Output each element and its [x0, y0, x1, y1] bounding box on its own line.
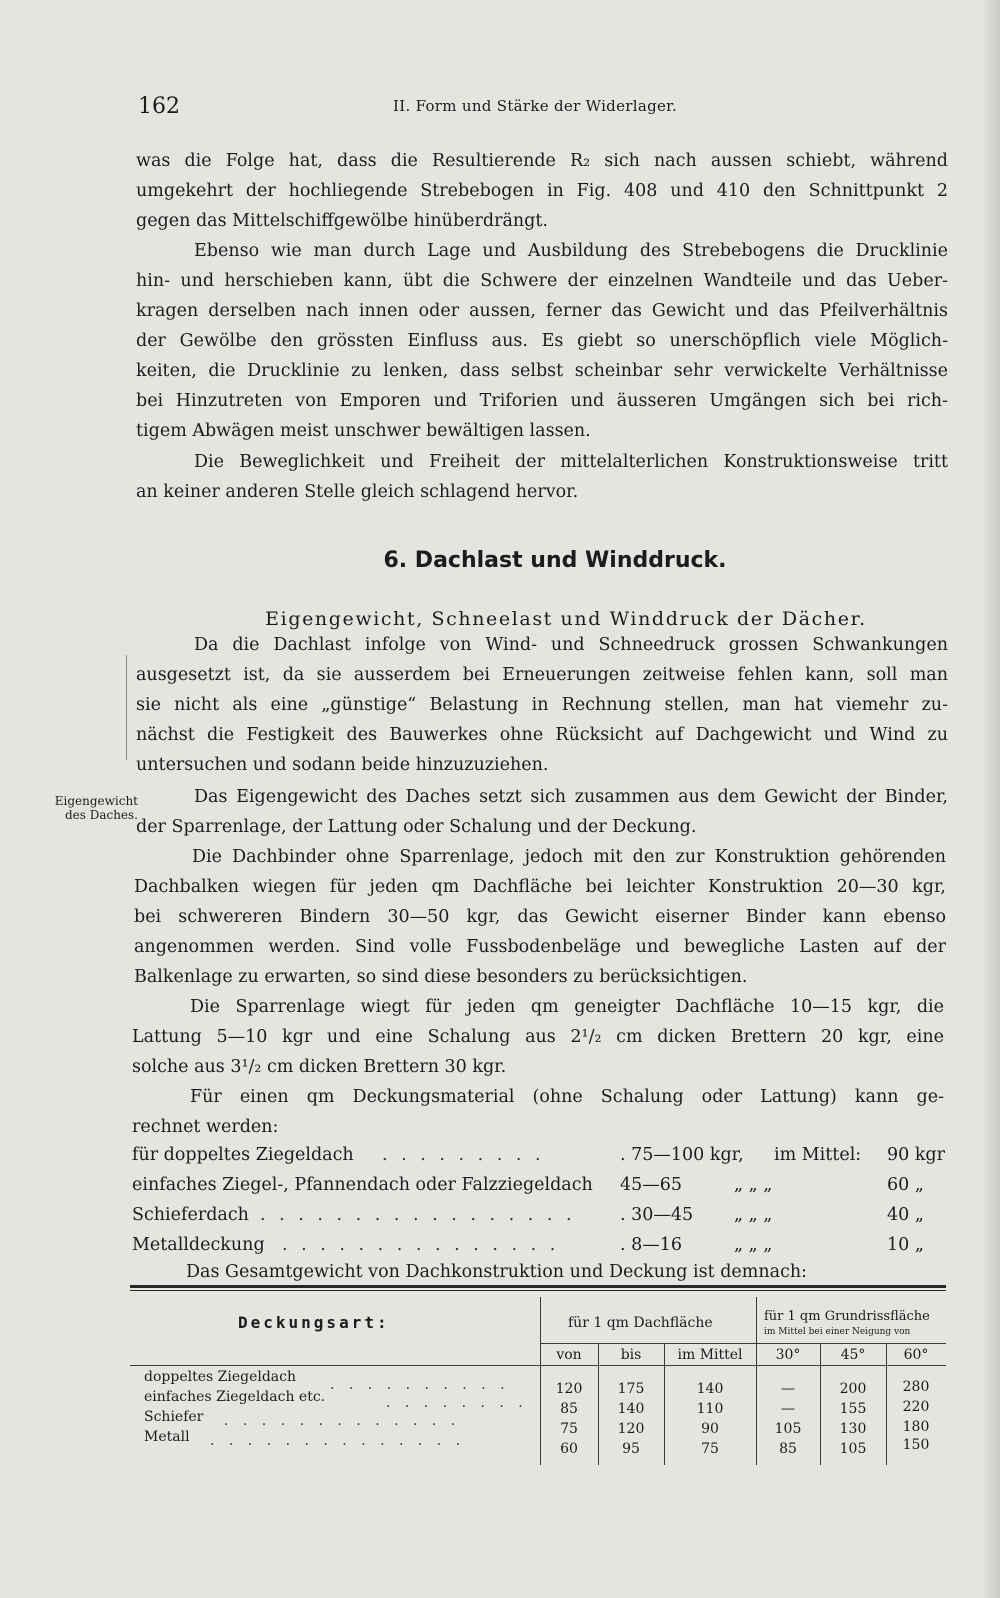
header-subrule	[540, 1343, 946, 1344]
paragraph-5	[136, 782, 948, 842]
text-line: sie nicht als eine „günstige“ Belastung in Rechnung stellen, man hat viemehr zu-	[136, 695, 948, 715]
cell: 105	[774, 1421, 802, 1437]
list-item-label: Schieferdach	[132, 1205, 249, 1225]
cell: 175	[617, 1381, 645, 1397]
text-line: bei schwereren Bindern 30—50 kgr, das Gewicht eiserner Binder kann ebenso	[134, 907, 946, 927]
margin-rule	[126, 655, 127, 760]
cell: 140	[617, 1401, 645, 1417]
cell: 85	[560, 1401, 578, 1417]
text-line: der Gewölbe den grössten Einfluss aus. Es giebt so unerschöpflich viele Möglich-	[136, 331, 948, 351]
cell: 60	[560, 1441, 578, 1457]
cell: 200	[839, 1381, 867, 1397]
paragraph-3	[136, 447, 948, 507]
leader-dots: . . . . . . . . . . . . . .	[210, 1433, 466, 1449]
text-line: was die Folge hat, dass die Resultierende R₂ sich nach aussen schiebt, während	[136, 151, 948, 171]
list-item	[132, 1140, 944, 1170]
cell: 95	[622, 1441, 640, 1457]
column-header-dachflaeche: für 1 qm Dachfläche	[568, 1315, 713, 1331]
row-label: einfaches Ziegeldach etc.	[144, 1389, 326, 1405]
text-line: Die Dachbinder ohne Sparrenlage, jedoch mit den zur Konstruktion gehörenden	[192, 847, 946, 867]
text-line: nächst die Festigkeit des Bauwerkes ohne Rücksicht auf Dachgewicht und Wind zu	[136, 725, 948, 745]
list-item-range: . 75—100 kgr,	[620, 1145, 744, 1165]
leader-dots: . . . . . . . .	[386, 1395, 528, 1411]
text-line: umgekehrt der hochliegende Strebebogen in Fig. 408 und 410 den Schnittpunkt 2	[136, 181, 948, 201]
list-item-mean: 60 „	[887, 1175, 924, 1195]
ditto-marks: „ „ „	[734, 1235, 773, 1255]
list-item-label: Metalldeckung	[132, 1235, 265, 1255]
text-line: bei Hinzutreten von Emporen und Triforien und äusseren Umgängen sich bei rich-	[136, 391, 948, 411]
list-item-range: . 8—16	[620, 1235, 683, 1255]
margin-note: Eigengewicht des Daches.	[54, 794, 138, 822]
column-header-grundrissflaeche: für 1 qm Grundrissfläche	[764, 1309, 930, 1324]
text-line: hin- und herschieben kann, übt die Schwere der einzelnen Wandteile und das Ueber-	[136, 271, 948, 291]
text-line: Für einen qm Deckungsmaterial (ohne Schalung oder Lattung) kann ge-	[190, 1087, 944, 1107]
text-line: Ebenso wie man durch Lage und Ausbildung des Strebebogens die Drucklinie	[194, 241, 948, 261]
ditto-marks: „ „ „	[734, 1205, 773, 1225]
cell: 180	[902, 1419, 930, 1435]
leader-dots: . . . . . . . . . . . . . . . . .	[260, 1205, 576, 1225]
section-title: 6. Dachlast und Winddruck.	[383, 548, 727, 573]
cell: 130	[839, 1421, 867, 1437]
column-header-neigung: im Mittel bei einer Neigung von	[764, 1327, 911, 1337]
subheader-30: 30°	[775, 1347, 801, 1363]
page-number: 162	[138, 94, 180, 119]
table-top-rule-thin	[130, 1290, 946, 1291]
subheader-von: von	[556, 1347, 582, 1363]
text-line: ausgesetzt ist, da sie ausserdem bei Erneuerungen zeitweise fehlen kann, soll man	[136, 665, 948, 685]
row-label: doppeltes Ziegeldach	[144, 1369, 297, 1385]
list-item-label: einfaches Ziegel-, Pfannendach oder Falzziegeldach	[132, 1175, 593, 1195]
paragraph-4	[136, 630, 948, 780]
text-line: Balkenlage zu erwarten, so sind diese besonders zu berücksichtigen.	[134, 967, 748, 987]
text-line: an keiner anderen Stelle gleich schlagend hervor.	[136, 482, 579, 502]
list-item	[132, 1200, 944, 1230]
text-line: der Sparrenlage, der Lattung oder Schalung und der Deckung.	[136, 817, 697, 837]
text-line: Die Sparrenlage wiegt für jeden qm geneigter Dachfläche 10—15 kgr, die	[190, 997, 944, 1017]
text-line: Lattung 5—10 kgr und eine Schalung aus 2¹/₂ cm dicken Brettern 20 kgr, eine	[132, 1027, 944, 1047]
row-label: Metall	[144, 1429, 190, 1445]
subheader-bis: bis	[620, 1347, 642, 1363]
text-line: gegen das Mittelschiffgewölbe hinüberdrängt.	[136, 211, 548, 231]
list-item-label: für doppeltes Ziegeldach	[132, 1145, 354, 1165]
table-top-rule	[130, 1285, 946, 1288]
running-head: II. Form und Stärke der Widerlager.	[393, 97, 678, 115]
subheader-45: 45°	[840, 1347, 866, 1363]
text-line: kragen derselben nach innen oder aussen, ferner das Gewicht und das Pfeilverhältnis	[136, 301, 948, 321]
closing-line: Das Gesamtgewicht von Dachkonstruktion und Deckung ist demnach:	[186, 1262, 808, 1282]
cell: 75	[560, 1421, 578, 1437]
cell: 90	[701, 1421, 719, 1437]
leader-dots: . . . . . . . . . .	[330, 1377, 510, 1393]
paragraph-7	[132, 992, 944, 1082]
list-item-mean-label: im Mittel:	[774, 1145, 862, 1165]
page-header	[138, 94, 968, 124]
list-item-range: 45—65	[620, 1175, 683, 1195]
text-line: keiten, die Drucklinie zu lenken, dass selbst scheinbar sehr verwickelte Verhältnisse	[136, 361, 948, 381]
list-item-mean: 90 kgr	[887, 1145, 946, 1165]
list-item-mean: 10 „	[887, 1235, 924, 1255]
cell: 120	[617, 1421, 645, 1437]
leader-dots: . . . . . . . . . . . . .	[224, 1413, 461, 1429]
text-line: Das Eigengewicht des Daches setzt sich zusammen aus dem Gewicht der Binder,	[194, 787, 948, 807]
text-line: solche aus 3¹/₂ cm dicken Brettern 30 kgr.	[132, 1057, 507, 1077]
list-item	[132, 1170, 944, 1200]
cell: 140	[696, 1381, 724, 1397]
subheader-60: 60°	[903, 1347, 929, 1363]
text-line: Die Beweglichkeit und Freiheit der mittelalterlichen Konstruktionsweise tritt	[194, 452, 948, 472]
paragraph-2	[136, 236, 948, 446]
cell: —	[781, 1381, 795, 1397]
cell: 280	[902, 1379, 930, 1395]
row-label: Schiefer	[144, 1409, 204, 1425]
cell: 155	[839, 1401, 867, 1417]
cell: 75	[701, 1441, 719, 1457]
paragraph-8	[132, 1082, 944, 1142]
text-line: tigem Abwägen meist unschwer bewältigen lassen.	[136, 421, 591, 441]
leader-dots: . . . . . . . . . . . . . . .	[282, 1235, 560, 1255]
cell: —	[781, 1401, 795, 1417]
list-item	[132, 1230, 944, 1260]
text-line: Dachbalken wiegen für jeden qm Dachfläche bei leichter Konstruktion 20—30 kgr,	[134, 877, 946, 897]
cell: 150	[902, 1437, 930, 1453]
leader-dots: . . . . . . . . .	[382, 1145, 545, 1165]
cell: 110	[696, 1401, 724, 1417]
page-edge-shadow	[982, 0, 1000, 1598]
roof-weight-list	[132, 1140, 944, 1260]
text-line: untersuchen und sodann beide hinzuzuziehen.	[136, 755, 549, 775]
cell: 105	[839, 1441, 867, 1457]
section-subtitle: Eigengewicht, Schneelast und Winddruck der Dächer.	[265, 608, 867, 630]
text-line: rechnet werden:	[132, 1117, 279, 1137]
weight-table	[130, 1285, 946, 1471]
text-line: angenommen werden. Sind volle Fussbodenbeläge und bewegliche Lasten auf der	[134, 937, 946, 957]
cell: 85	[779, 1441, 797, 1457]
cell: 220	[902, 1399, 930, 1415]
header-bottom-rule	[130, 1365, 946, 1366]
column-header-deckungsart: Deckungsart:	[238, 1313, 390, 1332]
cell: 120	[555, 1381, 583, 1397]
list-item-mean: 40 „	[887, 1205, 924, 1225]
ditto-marks: „ „ „	[734, 1175, 773, 1195]
text-line: Da die Dachlast infolge von Wind- und Schneedruck grossen Schwankungen	[194, 635, 948, 655]
list-item-range: . 30—45	[620, 1205, 694, 1225]
paragraph-6	[134, 842, 946, 992]
paragraph-1	[136, 146, 948, 236]
subheader-mittel: im Mittel	[677, 1347, 743, 1363]
